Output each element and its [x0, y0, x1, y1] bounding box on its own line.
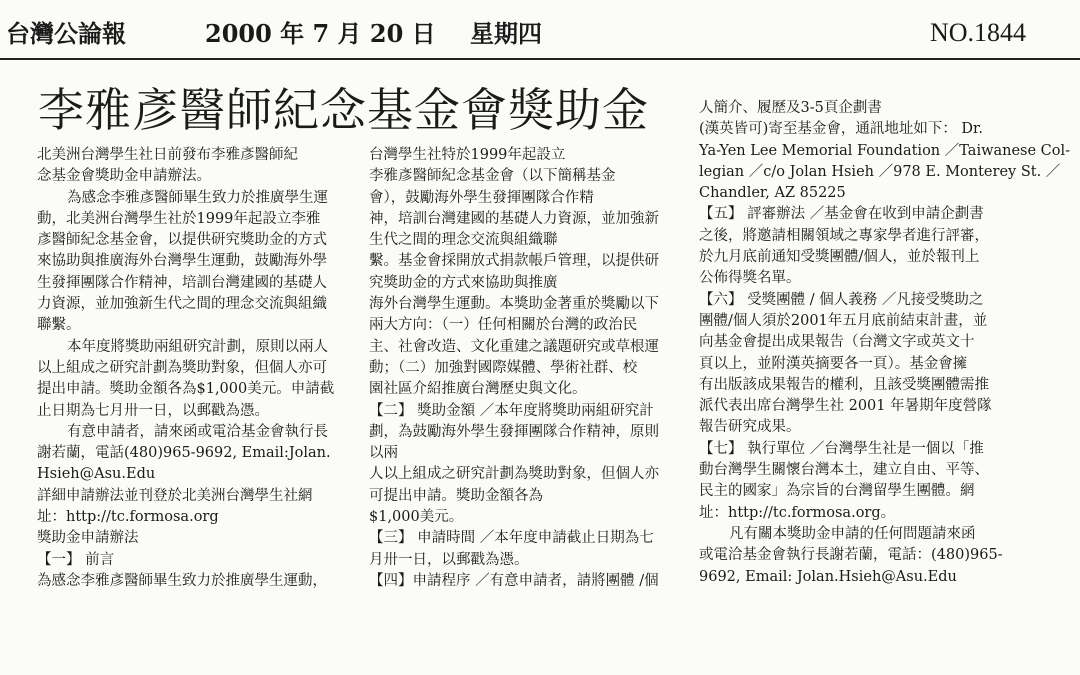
- article-line: 民主的國家」為宗旨的台灣留學生團體。網: [699, 483, 975, 500]
- article-line: 動台灣學生關懷台灣本土，建立自由、平等、: [699, 462, 989, 479]
- article-line: 獎助金申請辦法: [37, 530, 139, 547]
- article-line: 有意申請者，請來函或電洽基金會執行長: [67, 423, 328, 440]
- issue-number: NO.1844: [930, 18, 1027, 47]
- article-line: 主、社會改造、文化重建之議題研究或草根運: [369, 338, 659, 355]
- article-line: (漢英皆可)寄至基金會，通訊地址如下： Dr.: [699, 121, 983, 138]
- article-line: 詳細申請辦法並刊登於北美洲台灣學生社網: [37, 487, 313, 504]
- article-line: 可提出申請。獎助金額各為: [369, 487, 543, 504]
- article-line: 報告研究成果。: [699, 419, 801, 436]
- article-line: 向基金會提出成果報告（台灣文字或英文十: [699, 334, 975, 351]
- article-line: 來協助與推廣海外台灣學生運動，鼓勵海外學: [37, 253, 327, 270]
- article-line: 於九月底前通知受獎團體/個人，並於報刊上: [699, 249, 980, 266]
- article-line: Chandler, AZ 85225: [699, 185, 846, 202]
- article-line: 念基金會獎助金申請辦法。: [37, 168, 211, 185]
- article-line: 凡有關本獎助金申請的任何問題請來函: [729, 525, 976, 542]
- article-line: 【四】申請程序 ／有意申請者，請將團體 /個: [369, 572, 659, 589]
- newspaper-name: 台灣公論報: [6, 20, 126, 48]
- article-line: 謝若蘭，電話(480)965-9692, Email:Jolan.: [37, 445, 331, 462]
- article-line: 台灣學生社特於1999年起設立: [369, 147, 566, 163]
- article-line: 聯繫。: [37, 317, 81, 334]
- article-line: 以兩: [369, 445, 398, 462]
- article-line: $1,000美元。: [369, 509, 464, 526]
- article-line: 止日期為七月卅一日，以郵戳為憑。: [37, 402, 269, 419]
- article-line: 址：http://tc.formosa.org。: [699, 504, 896, 521]
- article-line: 會），鼓勵海外學生發揮團隊合作精: [369, 189, 594, 206]
- article-line: legian ／c/o Jolan Hsieh ／978 E. Monterey St. ／: [699, 163, 1061, 180]
- article-line: 彥醫師紀念基金會，以提供研究獎助金的方式: [37, 232, 327, 249]
- article-line: 9692, Email: Jolan.Hsieh@Asu.Edu: [699, 568, 957, 585]
- article-line: 繫。基金會採開放式捐款帳戶管理，以提供研: [369, 253, 659, 270]
- article-line: 【三】 申請時間 ／本年度申請截止日期為七: [369, 530, 654, 547]
- article-line: 團體/個人須於2001年五月底前結束計畫，並: [699, 312, 988, 329]
- article-line: 海外台灣學生運動。本獎助金著重於獎勵以下: [369, 296, 659, 313]
- issue-date: 2000 年 7 月 20 日: [205, 19, 436, 48]
- article-column-1: [37, 145, 347, 592]
- article-line: 【二】 獎助金額 ／本年度將獎助兩組研究計: [369, 402, 654, 419]
- article-line: 動；（二）加強對國際媒體、學術社群、校: [369, 359, 638, 376]
- issue-weekday: 星期四: [470, 19, 542, 48]
- article-column-2: [369, 145, 689, 592]
- article-column-3: [699, 98, 1071, 588]
- article-line: 本年度將獎助兩組研究計劃，原則以兩人: [67, 338, 328, 355]
- article-line: 人簡介、履歷及3-5頁企劃書: [699, 100, 882, 116]
- article-line: 提出申請。獎助金額各為$1,000美元。申請截: [37, 381, 335, 398]
- article-line: 為感念李雅彥醫師畢生致力於推廣學生運: [67, 189, 328, 206]
- article-line: 【一】 前言: [37, 551, 115, 568]
- article-line: 動，北美洲台灣學生社於1999年起設立李雅: [37, 210, 321, 227]
- article-line: 兩大方向：（一）任何相關於台灣的政治民: [369, 317, 638, 334]
- masthead: [0, 0, 1080, 62]
- article-line: 之後，將邀請相關領域之專家學者進行評審，: [699, 227, 989, 244]
- article-line: Hsieh@Asu.Edu: [37, 466, 156, 483]
- article-line: 公佈得獎名單。: [699, 270, 801, 287]
- article-line: 究獎助金的方式來協助與推廣: [369, 274, 558, 291]
- article-line: 生代之間的理念交流與組織聯: [369, 232, 558, 249]
- article-line: 北美洲台灣學生社日前發布李雅彥醫師紀: [37, 147, 298, 163]
- article-line: 力資源，並加強新生代之間的理念交流與組織: [37, 296, 327, 313]
- article-line: 有出版該成果報告的權利，且該受獎團體需推: [699, 376, 989, 393]
- article-line: 為感念李雅彥醫師畢生致力於推廣學生運動，: [37, 572, 327, 589]
- article-line: 生發揮團隊合作精神，培訓台灣建國的基礎人: [37, 274, 327, 291]
- article-line: 李雅彥醫師紀念基金會（以下簡稱基金: [369, 168, 616, 185]
- article-line: Ya-Yen Lee Memorial Foundation ／Taiwanese Col-: [699, 142, 1071, 159]
- article-line: 或電洽基金會執行長謝若蘭，電話：(480)965-: [699, 547, 1003, 564]
- article-line: 劃，為鼓勵海外學生發揮團隊合作精神，原則: [369, 423, 659, 440]
- article-line: 頁以上，並附漢英摘要各一頁）。基金會擁: [699, 355, 968, 372]
- article-headline: 李雅彥醫師紀念基金會獎助金: [38, 83, 649, 137]
- article-line: 以上組成之研究計劃為獎助對象，但個人亦可: [37, 359, 327, 376]
- article-line: 【六】 受獎團體 / 個人義務 ／凡接受獎助之: [699, 291, 984, 308]
- article-line: 月卅一日，以郵戳為憑。: [369, 551, 529, 568]
- article-line: 神，培訓台灣建國的基礎人力資源，並加強新: [369, 210, 659, 227]
- article-line: 園社區介紹推廣台灣歷史與文化。: [369, 381, 587, 398]
- article-line: 派代表出席台灣學生社 2001 年暑期年度營隊: [699, 398, 992, 415]
- article-line: 【七】 執行單位 ／台灣學生社是一個以「推: [699, 440, 984, 457]
- article-line: 【五】 評審辦法 ／基金會在收到申請企劃書: [699, 206, 984, 223]
- article-line: 址：http://tc.formosa.org: [37, 509, 219, 526]
- masthead-divider: [0, 58, 1080, 60]
- article-line: 人以上組成之研究計劃為獎助對象，但個人亦: [369, 466, 659, 483]
